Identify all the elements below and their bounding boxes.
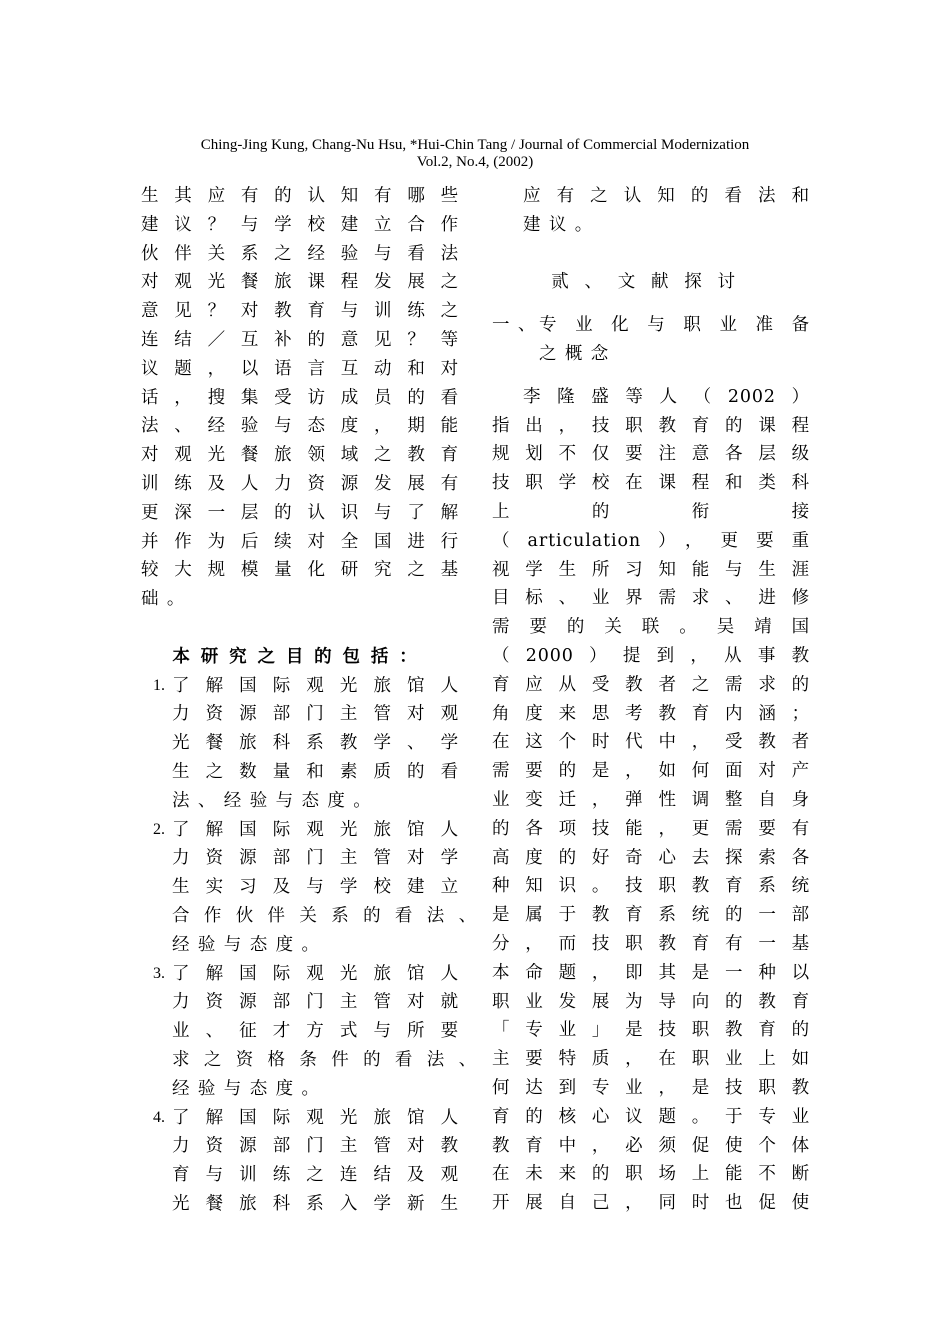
text-line: 连结／互补的意见？等 [141, 329, 459, 350]
subsection-number: 一、 [492, 315, 544, 336]
text-line: 意见？对教育与训练之 [141, 301, 459, 322]
text-line: 何达到专业，是技职教 [492, 1077, 810, 1098]
text-line: 种知识。技职教育系统 [492, 876, 810, 897]
text-line: 合作伙伴关系的看法、 [172, 905, 477, 926]
text-line: 对观光餐旅课程发展之 [141, 272, 459, 293]
text-line: 了解国际观光旅馆人 [172, 675, 459, 696]
text-line: 技职学校在课程和类科 [492, 473, 810, 494]
running-header [0, 137, 950, 171]
text-line: 了解国际观光旅馆人 [172, 819, 459, 840]
text-line: 目标、业界需求、进修 [492, 588, 810, 609]
text-line: 李隆盛等人（2002） [523, 386, 810, 407]
text-line: 力资源部门主管对就 [172, 992, 459, 1013]
continued-item [492, 182, 810, 240]
item-number: 4. [153, 1108, 165, 1126]
text-line: 应有之认知的看法和 [523, 186, 810, 206]
text-line: 伙伴关系之经验与看法 [141, 243, 459, 264]
text-line: 话，搜集受访成员的看 [141, 387, 459, 408]
text-line: 生之数量和素质的看 [172, 761, 459, 782]
text-line: 职业发展为导向的教育 [492, 991, 810, 1012]
text-line: 在这个时代中，受教者 [492, 732, 810, 753]
text-line: 角度来思考教育内涵； [492, 703, 810, 724]
text-line: 力资源部门主管对观 [172, 704, 459, 725]
item-number: 2. [153, 820, 165, 838]
list-item [141, 672, 459, 816]
text-line: 育应从受教者之需求的 [492, 674, 810, 695]
section-heading: 贰、文献探讨 [551, 272, 751, 293]
item-number: 1. [153, 676, 165, 694]
text-line: 专业化与职业准备 [539, 315, 810, 336]
text-line: 经验与态度。 [172, 1078, 328, 1099]
text-line: 视学生所习知能与生涯 [492, 559, 810, 580]
text-line: （2000）提到，从事教 [492, 645, 810, 666]
right-column [492, 182, 810, 1218]
body-paragraph [492, 383, 810, 1218]
text-line: 育的核心议题。于专业 [492, 1106, 810, 1127]
text-line: 主要特质，在职业上如 [492, 1049, 810, 1070]
text-line: 在未来的职场上能不断 [492, 1164, 810, 1185]
text-line: 规划不仅要注意各层级 [492, 444, 810, 465]
text-line: 光餐旅科系入学新生 [172, 1193, 459, 1214]
text-line: 法、经验与态度。 [172, 790, 380, 811]
text-line: 法、经验与态度，期能 [141, 416, 459, 437]
text-line: 需要的是，如何面对产 [492, 761, 810, 782]
text-line: 本命题，即其是一种以 [492, 962, 810, 983]
text-line: 育与训练之连结及观 [172, 1165, 459, 1186]
text-line: 求之资格条件的看法、 [172, 1049, 477, 1070]
purpose-heading: 本研究之目的包括： [172, 646, 428, 667]
text-line: 并作为后续对全国进行 [141, 531, 459, 552]
text-line: 的各项技能，更需要有 [492, 818, 810, 839]
text-line: 生实习及与学校建立 [172, 877, 459, 898]
subsection-heading [492, 311, 810, 369]
text-line: 上的衔接 [492, 501, 810, 522]
header-volume: Vol.2, No.4, (2002) [416, 154, 534, 170]
text-line: 需要的关联。吴靖国 [492, 617, 810, 638]
text-line: 建议。 [523, 214, 601, 235]
list-item [141, 960, 477, 1104]
text-line: 光餐旅科系教学、学 [172, 733, 459, 754]
text-line: 分，而技职教育有一基 [492, 933, 810, 954]
list-item [141, 816, 477, 960]
left-column [141, 182, 477, 1219]
text-line: 经验与态度。 [172, 934, 328, 955]
text-line: 「专业」是技职教育的 [492, 1020, 810, 1041]
text-line: 了解国际观光旅馆人 [172, 1107, 459, 1128]
text-line: 力资源部门主管对学 [172, 848, 459, 869]
text-line: 是属于教育系统的一部 [492, 905, 810, 926]
text-line: 了解国际观光旅馆人 [172, 963, 459, 984]
intro-paragraph [141, 182, 459, 614]
text-line: 生其应有的认知有哪些 [141, 186, 459, 206]
text-line: 议题，以语言互动和对 [141, 358, 459, 379]
text-line: 之概念 [539, 343, 617, 364]
text-line: 较大规模量化研究之基 [141, 560, 459, 581]
text-line: 础。 [141, 589, 193, 610]
text-line: 建议？与学校建立合作 [141, 214, 459, 235]
text-line: （articulation），更要重 [492, 530, 810, 551]
text-line: 训练及人力资源发展有 [141, 473, 459, 494]
text-line: 业、征才方式与所要 [172, 1021, 459, 1042]
text-line: 开展自己，同时也促使 [492, 1193, 810, 1214]
text-line: 对观光餐旅领域之教育 [141, 445, 459, 466]
text-line: 高度的好奇心去探索各 [492, 847, 810, 868]
list-item [141, 1104, 459, 1219]
text-line: 教育中，必须促使个体 [492, 1135, 810, 1156]
text-line: 更深一层的认识与了解 [141, 502, 459, 523]
text-line: 力资源部门主管对教 [172, 1136, 459, 1157]
text-line: 指出，技职教育的课程 [492, 415, 810, 436]
item-number: 3. [153, 964, 165, 982]
text-line: 业变迁，弹性调整自身 [492, 789, 810, 810]
header-authors-journal: Ching-Jing Kung, Chang-Nu Hsu, *Hui-Chin Tang / Journal of Commercial Modernization [200, 137, 750, 153]
